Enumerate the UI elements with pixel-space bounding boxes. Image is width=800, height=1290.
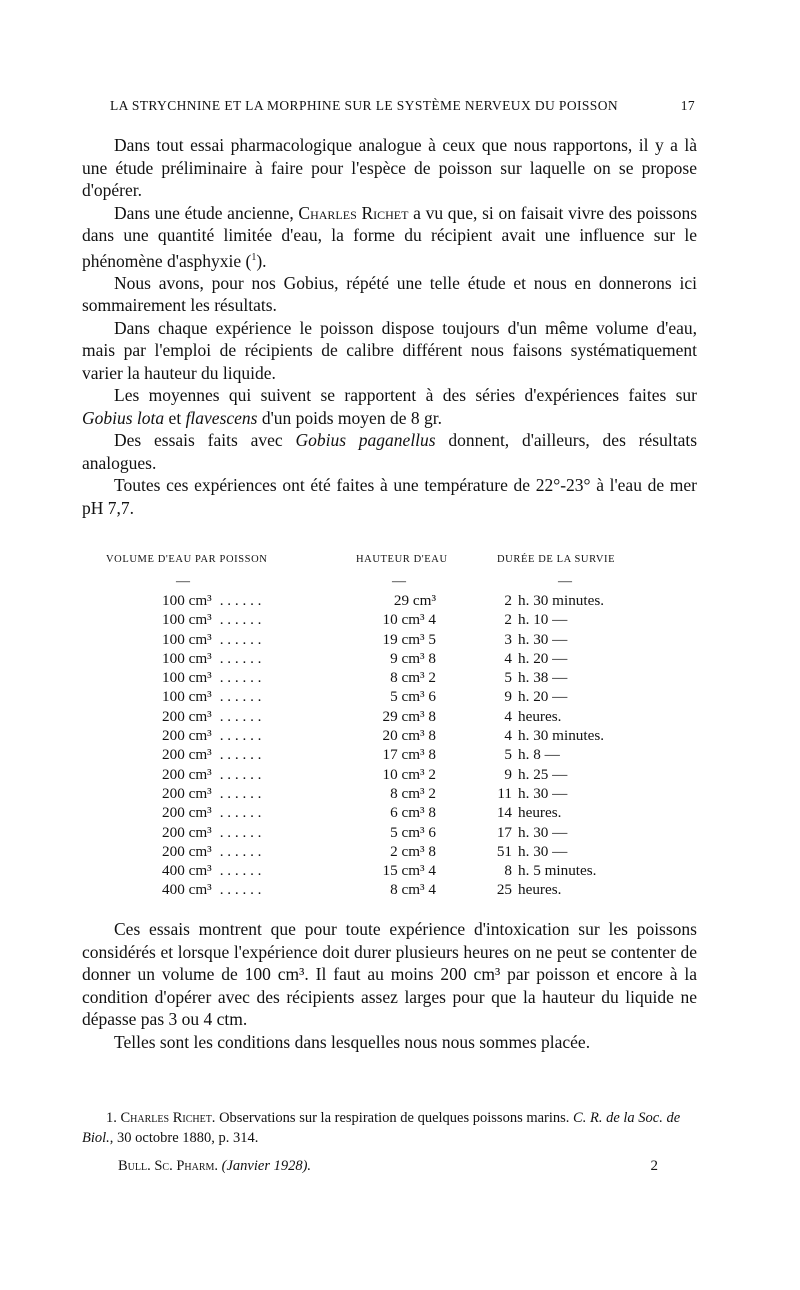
cell-hauteur: 17 cm³ 8 bbox=[382, 746, 436, 764]
header-duree: DURÉE DE LA SURVIE bbox=[497, 554, 616, 565]
cell-duree: heures. bbox=[518, 881, 562, 899]
volume-value: 100 cm³ bbox=[162, 688, 212, 706]
leader-dots: . . . . . . bbox=[219, 707, 262, 725]
p6-before: Des essais faits avec bbox=[114, 430, 283, 451]
cell-volume bbox=[162, 592, 261, 610]
cell-hauteur: 19 cm³ 5 bbox=[382, 630, 436, 648]
cell-hours: 17 bbox=[496, 823, 512, 841]
leader-dots: . . . . . . bbox=[219, 592, 262, 609]
cell-volume bbox=[162, 843, 261, 861]
species-paganellus: Gobius paganellus bbox=[295, 430, 436, 451]
running-head-title: LA STRYCHNINE ET LA MORPHINE SUR LE SYSTÈME NERVEUX DU POISSON bbox=[110, 98, 619, 113]
cell-volume bbox=[162, 688, 261, 706]
volume-value: 400 cm³ bbox=[162, 881, 212, 899]
volume-value: 200 cm³ bbox=[162, 784, 212, 802]
leader-dots: . . . . . . bbox=[219, 649, 262, 667]
table-row bbox=[100, 843, 700, 862]
cell-hours: 8 bbox=[504, 862, 512, 880]
footnote-mark: 1 bbox=[251, 251, 257, 263]
cell-hours: 11 bbox=[497, 784, 512, 802]
cell-duree: h. 5 minutes. bbox=[518, 862, 597, 880]
cell-duree: heures. bbox=[518, 707, 562, 725]
p6-after: donnent, d'ailleurs, des résultats analogues. bbox=[82, 430, 698, 473]
volume-value: 400 cm³ bbox=[162, 862, 212, 880]
table-header bbox=[100, 554, 700, 574]
cell-volume bbox=[162, 824, 261, 842]
table-row bbox=[100, 785, 700, 804]
cell-duree: h. 38 — bbox=[518, 669, 568, 687]
p5-before: Les moyennes qui suivent se rapportent à des séries d'expériences faites sur bbox=[114, 385, 697, 406]
cell-duree: h. 8 — bbox=[518, 746, 560, 764]
table-row bbox=[100, 746, 700, 765]
table-row bbox=[100, 688, 700, 707]
p2-end: ). bbox=[256, 250, 267, 271]
volume-value: 200 cm³ bbox=[162, 707, 212, 725]
table-row bbox=[100, 592, 700, 611]
cell-hauteur: 15 cm³ 4 bbox=[382, 862, 436, 880]
volume-value: 200 cm³ bbox=[162, 765, 212, 783]
species-lota: Gobius lota bbox=[82, 407, 165, 428]
cell-hours: 25 bbox=[496, 881, 512, 899]
survival-table bbox=[100, 554, 700, 901]
cell-hauteur: 8 cm³ 4 bbox=[390, 881, 436, 899]
cell-duree: h. 30 — bbox=[518, 823, 568, 841]
leader-dots: . . . . . . bbox=[219, 881, 262, 899]
p2-after: a vu que, si on faisait vivre des poissons dans une quantité limitée d'eau, la forme du récipient avait une influence sur le phénomène d'asphyxie ( bbox=[82, 202, 698, 271]
volume-value: 100 cm³ bbox=[162, 630, 212, 648]
page-number: 17 bbox=[680, 98, 695, 113]
cell-hours: 5 bbox=[504, 746, 512, 764]
paragraph-7: Toutes ces expériences ont été faites à une température de 22°-23° à l'eau de mer pH 7,7. bbox=[82, 475, 697, 518]
cell-volume bbox=[162, 631, 261, 649]
table-row bbox=[100, 611, 700, 630]
paragraph-3: Nous avons, pour nos Gobius, répété une telle étude et nous en donnerons ici sommairement les résultats. bbox=[82, 272, 697, 316]
cell-duree: h. 10 — bbox=[518, 611, 568, 629]
dash-duree: — bbox=[558, 574, 572, 589]
header-dashes bbox=[100, 574, 700, 592]
leader-dots: . . . . . . bbox=[219, 746, 262, 764]
cell-hours: 2 bbox=[504, 611, 512, 629]
cell-volume bbox=[162, 727, 261, 745]
cell-hauteur: 29 cm³ bbox=[393, 592, 436, 609]
table-row bbox=[100, 766, 700, 785]
cell-duree: heures. bbox=[518, 804, 562, 822]
paragraph-8: Ces essais montrent que pour toute expérience d'intoxication sur les poissons considérés et lorsque l'expérience doit durer plusieurs heures on ne peut se contenter de donner un volume de 100 cm³. Il faut au moins 200 cm³ par poisson et encore à la condition d'opérer avec des récipients assez larges pour que la hauteur du liquide ne dépasse pas 3 ou 4 ctm. bbox=[82, 919, 697, 1029]
volume-value: 200 cm³ bbox=[162, 804, 212, 822]
cell-hauteur: 5 cm³ 6 bbox=[390, 823, 436, 841]
cell-duree: h. 30 — bbox=[518, 630, 568, 648]
leader-dots: . . . . . . bbox=[219, 669, 262, 687]
footnote-number: 1. bbox=[106, 1110, 117, 1126]
body-text-top bbox=[82, 134, 697, 519]
footnote-author: Charles Richet. bbox=[120, 1110, 216, 1126]
cell-duree: h. 30 minutes. bbox=[518, 592, 605, 609]
volume-value: 100 cm³ bbox=[162, 649, 212, 667]
header-hauteur: HAUTEUR D'EAU bbox=[356, 554, 448, 565]
footnote-date: , 30 octobre 1880, p. 314. bbox=[109, 1130, 259, 1146]
p2-before: Dans une étude ancienne, bbox=[114, 202, 294, 223]
cell-duree: h. 20 — bbox=[518, 649, 568, 667]
table-row bbox=[100, 727, 700, 746]
table-row bbox=[100, 862, 700, 881]
running-head bbox=[110, 98, 695, 120]
paragraph-4: Dans chaque expérience le poisson dispose toujours d'un même volume d'eau, mais par l'emploi de récipients de calibre différent nous faisons systématiquement varier la hauteur du liquide. bbox=[82, 317, 697, 383]
cell-volume bbox=[162, 611, 261, 629]
cell-volume bbox=[162, 669, 261, 687]
leader-dots: . . . . . . bbox=[219, 804, 262, 822]
leader-dots: . . . . . . bbox=[219, 688, 262, 706]
footnote-line bbox=[82, 1108, 697, 1148]
cell-hours: 14 bbox=[496, 804, 512, 822]
cell-hours: 51 bbox=[496, 842, 512, 860]
table-row bbox=[100, 881, 700, 900]
species-flavescens: flavescens bbox=[185, 407, 258, 428]
cell-hours: 4 bbox=[504, 649, 512, 667]
cell-hours: 4 bbox=[504, 707, 512, 725]
cell-duree: h. 20 — bbox=[518, 688, 568, 706]
cell-hours: 2 bbox=[504, 592, 512, 609]
table-body bbox=[100, 592, 700, 901]
leader-dots: . . . . . . bbox=[219, 784, 262, 802]
cell-hours: 3 bbox=[504, 630, 512, 648]
cell-hauteur: 6 cm³ 8 bbox=[390, 804, 436, 822]
body-text-bottom bbox=[82, 918, 697, 1053]
leader-dots: . . . . . . bbox=[219, 842, 262, 860]
signature-mark: 2 bbox=[650, 1158, 658, 1174]
volume-value: 100 cm³ bbox=[162, 592, 212, 609]
cell-hours: 9 bbox=[504, 688, 512, 706]
cell-duree: h. 30 — bbox=[518, 784, 568, 802]
table-row bbox=[100, 650, 700, 669]
bulletin-name: Bull. Sc. Pharm. bbox=[118, 1158, 219, 1174]
leader-dots: . . . . . . bbox=[219, 611, 262, 629]
leader-dots: . . . . . . bbox=[219, 862, 262, 880]
volume-value: 200 cm³ bbox=[162, 727, 212, 745]
cell-hauteur: 8 cm³ 2 bbox=[390, 669, 436, 687]
cell-hauteur: 8 cm³ 2 bbox=[390, 784, 436, 802]
cell-volume bbox=[162, 862, 261, 880]
volume-value: 200 cm³ bbox=[162, 842, 212, 860]
paragraph-1: Dans tout essai pharmacologique analogue à ceux que nous rapportons, il y a là une étude préliminaire à faire pour l'espèce de poisson sur laquelle on se propose d'opérer. bbox=[82, 135, 697, 200]
cell-volume bbox=[162, 766, 261, 784]
paragraph-6 bbox=[82, 429, 697, 474]
cell-hours: 5 bbox=[504, 669, 512, 687]
p5-mid: et bbox=[168, 407, 182, 428]
author-richet: Charles Richet bbox=[298, 202, 409, 223]
leader-dots: . . . . . . bbox=[219, 765, 262, 783]
cell-volume bbox=[162, 746, 261, 764]
cell-hauteur: 29 cm³ 8 bbox=[382, 707, 436, 725]
footnote-journal: C. R. de la Soc. de Biol. bbox=[82, 1110, 681, 1146]
p5-after: d'un poids moyen de 8 gr. bbox=[261, 407, 442, 428]
paragraph-9: Telles sont les conditions dans lesquelles nous nous sommes placée. bbox=[114, 1031, 591, 1052]
cell-hauteur: 20 cm³ 8 bbox=[382, 727, 436, 745]
cell-volume bbox=[162, 804, 261, 822]
cell-volume bbox=[162, 785, 261, 803]
cell-duree: h. 30 minutes. bbox=[518, 727, 605, 745]
bottom-line bbox=[118, 1158, 658, 1175]
leader-dots: . . . . . . bbox=[219, 727, 262, 745]
footnote bbox=[82, 1108, 697, 1148]
table-row bbox=[100, 824, 700, 843]
table-row bbox=[100, 708, 700, 727]
cell-volume bbox=[162, 650, 261, 668]
volume-value: 100 cm³ bbox=[162, 669, 212, 687]
cell-duree: h. 30 — bbox=[518, 842, 568, 860]
cell-hauteur: 9 cm³ 8 bbox=[390, 649, 436, 667]
leader-dots: . . . . . . bbox=[219, 823, 262, 841]
cell-hauteur: 10 cm³ 4 bbox=[382, 611, 436, 629]
cell-volume bbox=[162, 708, 261, 726]
volume-value: 200 cm³ bbox=[162, 746, 212, 764]
cell-hauteur: 2 cm³ 8 bbox=[390, 842, 436, 860]
cell-hours: 4 bbox=[504, 727, 512, 745]
paragraph-2 bbox=[82, 202, 697, 272]
dash-volume: — bbox=[176, 574, 190, 589]
volume-value: 200 cm³ bbox=[162, 823, 212, 841]
footnote-text: Observations sur la respiration de quelques poissons marins. bbox=[219, 1110, 570, 1126]
dash-hauteur: — bbox=[392, 574, 406, 589]
table-row bbox=[100, 669, 700, 688]
header-volume: VOLUME D'EAU PAR POISSON bbox=[106, 554, 268, 565]
cell-volume bbox=[162, 881, 261, 899]
cell-hauteur: 10 cm³ 2 bbox=[382, 765, 436, 783]
table-row bbox=[100, 631, 700, 650]
leader-dots: . . . . . . bbox=[219, 630, 262, 648]
bulletin-issue: (Janvier 1928). bbox=[221, 1158, 312, 1174]
cell-hours: 9 bbox=[504, 765, 512, 783]
paragraph-5 bbox=[82, 384, 697, 429]
cell-hauteur: 5 cm³ 6 bbox=[390, 688, 436, 706]
volume-value: 100 cm³ bbox=[162, 611, 212, 629]
cell-duree: h. 25 — bbox=[518, 765, 568, 783]
table-row bbox=[100, 804, 700, 823]
